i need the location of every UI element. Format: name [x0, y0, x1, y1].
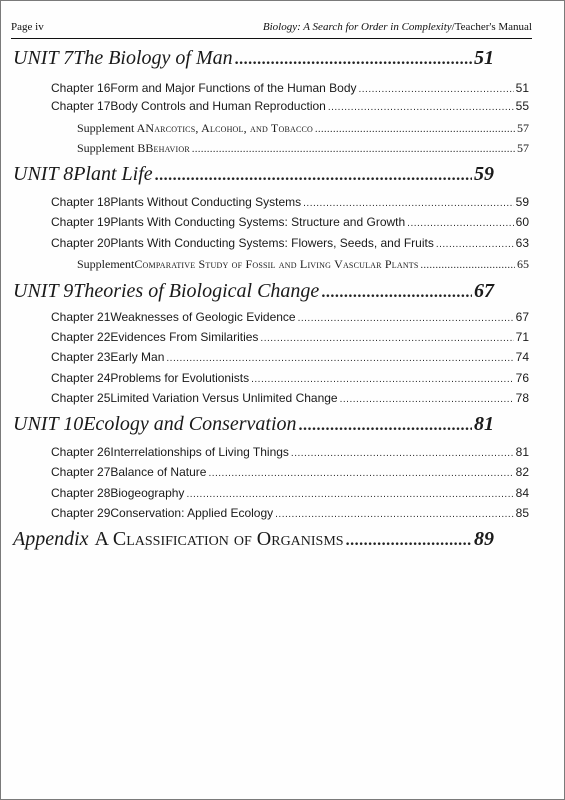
chapter-page: 82	[515, 465, 529, 479]
supplement-entry	[77, 257, 529, 272]
dot-leader	[328, 102, 514, 113]
unit-page: 81	[474, 413, 494, 435]
chapter-entry	[51, 486, 529, 500]
chapter-entry	[51, 391, 529, 405]
chapter-entry	[51, 506, 529, 520]
header-rule	[11, 38, 532, 39]
running-title	[263, 21, 532, 33]
chapter-entry	[51, 236, 529, 250]
supplement-page: 57	[517, 121, 529, 135]
dot-leader	[359, 84, 514, 95]
chapter-page: 84	[515, 486, 529, 500]
supplement-label: Supplement	[77, 257, 135, 271]
unit-title: The Biology of Man	[73, 47, 233, 69]
unit-label: UNIT 9	[13, 280, 74, 302]
chapter-label: Chapter 24	[51, 371, 111, 385]
supplement-title: Behavior	[145, 141, 190, 155]
chapter-page: 76	[515, 371, 529, 385]
supplement-page: 57	[517, 141, 529, 155]
chapter-label: Chapter 21	[51, 310, 111, 324]
dot-leader	[260, 333, 513, 344]
chapter-page: 67	[515, 310, 529, 324]
dot-leader	[166, 353, 513, 364]
unit-title: Theories of Biological Change	[73, 280, 320, 302]
dot-leader	[407, 218, 513, 229]
unit-page: 51	[474, 47, 494, 69]
supplement-label: Supplement B	[77, 141, 146, 155]
book-title: Biology: A Search for Order in Complexity	[262, 21, 452, 33]
chapter-title: Plants Without Conducting Systems	[110, 195, 302, 209]
unit-page: 67	[474, 280, 494, 302]
chapter-page: 74	[515, 350, 529, 364]
unit-label: UNIT 8	[13, 163, 74, 185]
chapter-entry	[51, 465, 529, 479]
supplement-entry	[77, 121, 529, 136]
chapter-label: Chapter 16	[51, 81, 111, 95]
chapter-entry	[51, 330, 529, 344]
dot-leader	[299, 417, 472, 435]
dot-leader	[436, 239, 514, 250]
unit-heading	[13, 280, 494, 303]
dot-leader	[186, 489, 513, 500]
chapter-title: Early Man	[110, 350, 165, 364]
dot-leader	[298, 313, 514, 324]
chapter-label: Chapter 27	[51, 465, 111, 479]
chapter-label: Chapter 19	[51, 215, 111, 229]
appendix-heading	[13, 528, 494, 551]
appendix-label: Appendix	[13, 528, 89, 550]
appendix-title: A Classification of Organisms	[94, 528, 344, 550]
chapter-label: Chapter 20	[51, 236, 111, 250]
chapter-page: 60	[515, 215, 529, 229]
chapter-page: 55	[515, 99, 529, 113]
unit-page: 59	[474, 163, 494, 185]
chapter-page: 71	[515, 330, 529, 344]
unit-heading	[13, 163, 494, 186]
supplement-entry	[77, 141, 529, 156]
chapter-entry	[51, 99, 529, 113]
chapter-title: Evidences From Similarities	[110, 330, 259, 344]
dot-leader	[155, 167, 472, 185]
dot-leader	[275, 509, 513, 520]
unit-label: UNIT 10	[13, 413, 84, 435]
dot-leader	[251, 374, 514, 385]
chapter-label: Chapter 29	[51, 506, 111, 520]
dot-leader	[208, 468, 513, 479]
dot-leader	[340, 394, 514, 405]
page-number: Page iv	[11, 21, 44, 33]
chapter-label: Chapter 22	[51, 330, 111, 344]
supplement-label: Supplement A	[77, 121, 146, 135]
chapter-title: Plants With Conducting Systems: Flowers, Seeds, and Fruits	[110, 236, 434, 250]
chapter-page: 63	[515, 236, 529, 250]
dot-leader	[321, 284, 472, 302]
chapter-page: 51	[515, 81, 529, 95]
chapter-title: Body Controls and Human Reproduction	[110, 99, 326, 113]
dot-leader	[315, 124, 515, 135]
chapter-label: Chapter 18	[51, 195, 111, 209]
dot-leader	[192, 144, 515, 155]
chapter-label: Chapter 17	[51, 99, 111, 113]
dot-leader	[291, 448, 514, 459]
chapter-entry	[51, 445, 529, 459]
appendix-page: 89	[474, 528, 494, 550]
chapter-label: Chapter 28	[51, 486, 111, 500]
unit-title: Plant Life	[73, 163, 153, 185]
dot-leader	[303, 198, 514, 209]
dot-leader	[421, 260, 515, 271]
chapter-title: Conservation: Applied Ecology	[110, 506, 274, 520]
supplement-title: Comparative Study of Fossil and Living Vascular Plants	[134, 257, 419, 271]
dot-leader	[346, 532, 472, 550]
chapter-title: Plants With Conducting Systems: Structure and Growth	[110, 215, 406, 229]
chapter-title: Limited Variation Versus Unlimited Change	[110, 391, 338, 405]
chapter-title: Form and Major Functions of the Human Body	[110, 81, 357, 95]
chapter-label: Chapter 26	[51, 445, 111, 459]
chapter-label: Chapter 25	[51, 391, 111, 405]
chapter-title: Weaknesses of Geologic Evidence	[110, 310, 296, 324]
chapter-title: Balance of Nature	[110, 465, 207, 479]
chapter-page: 78	[515, 391, 529, 405]
dot-leader	[235, 51, 472, 69]
unit-label: UNIT 7	[13, 47, 74, 69]
unit-heading	[13, 413, 494, 436]
unit-heading	[13, 47, 494, 70]
manual-suffix: /Teacher's Manual	[451, 21, 532, 33]
chapter-title: Problems for Evolutionists	[110, 371, 250, 385]
chapter-page: 59	[515, 195, 529, 209]
chapter-page: 81	[515, 445, 529, 459]
chapter-entry	[51, 371, 529, 385]
chapter-title: Interrelationships of Living Things	[110, 445, 289, 459]
chapter-entry	[51, 310, 529, 324]
chapter-entry	[51, 215, 529, 229]
chapter-entry	[51, 81, 529, 95]
chapter-entry	[51, 350, 529, 364]
supplement-title: Narcotics, Alcohol, and Tobacco	[145, 121, 314, 135]
supplement-page: 65	[517, 257, 529, 271]
chapter-page: 85	[515, 506, 529, 520]
unit-title: Ecology and Conservation	[83, 413, 297, 435]
chapter-entry	[51, 195, 529, 209]
chapter-title: Biogeography	[110, 486, 185, 500]
chapter-label: Chapter 23	[51, 350, 111, 364]
